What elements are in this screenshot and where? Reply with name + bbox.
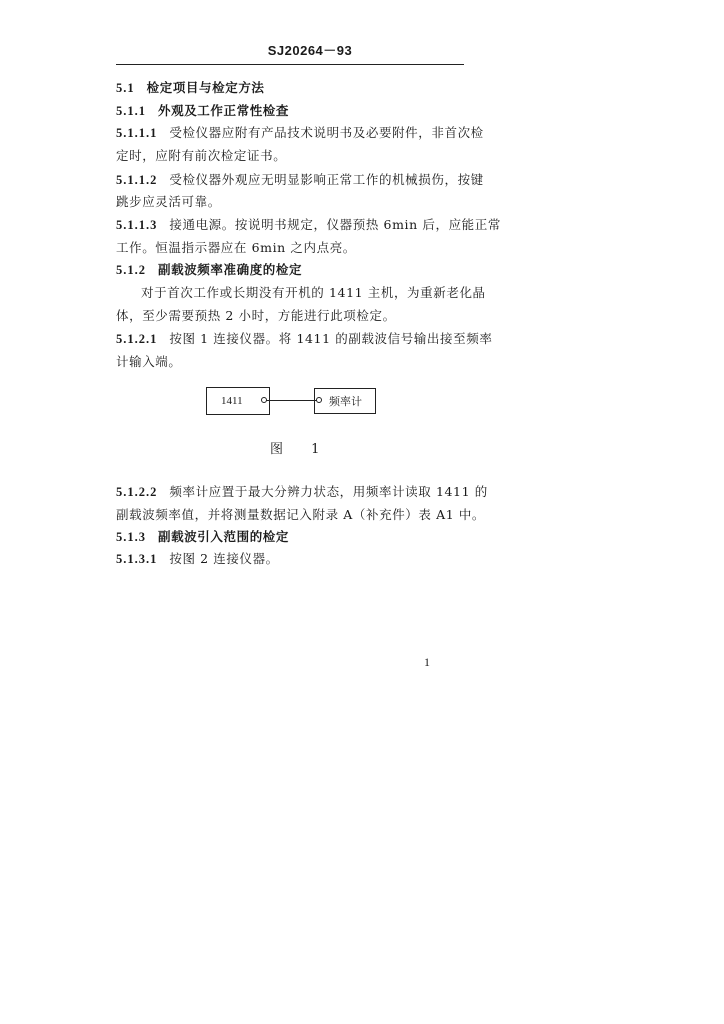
section-title: 外观及工作正常性检查 bbox=[158, 103, 290, 118]
section-5-1-1-1-line2: 定时，应附有前次检定证书。 bbox=[116, 148, 287, 163]
section-number: 5.1.1.1 bbox=[116, 126, 158, 140]
paragraph-text: 按图 1 连接仪器。将 1411 的副载波信号输出接至频率 bbox=[169, 331, 493, 346]
section-title: 副载波引入范围的检定 bbox=[158, 529, 290, 544]
paragraph-5-1-2-line2: 体，至少需要预热 2 小时，方能进行此项检定。 bbox=[116, 308, 396, 323]
header-rule bbox=[116, 64, 464, 65]
section-5-1-1-1-line1 bbox=[116, 125, 484, 141]
section-number: 5.1.1.3 bbox=[116, 218, 158, 232]
section-5-1-1-3-line2: 工作。恒温指示器应在 6min 之内点亮。 bbox=[116, 240, 356, 255]
frequency-counter-box bbox=[314, 388, 376, 414]
paragraph-5-1-2-line1: 对于首次工作或长期没有开机的 1411 主机，为重新老化晶 bbox=[141, 285, 486, 300]
section-5-1-2-1-line1 bbox=[116, 331, 493, 347]
section-5-1-2-1-line2: 计输入端。 bbox=[116, 354, 182, 369]
section-5-1-1-2-line2: 跳步应灵活可靠。 bbox=[116, 194, 221, 209]
section-5-1-3-1 bbox=[116, 551, 468, 567]
section-number: 5.1.2.1 bbox=[116, 332, 158, 346]
section-5-1-2 bbox=[116, 262, 468, 278]
section-number: 5.1.1 bbox=[116, 104, 146, 118]
section-5-1-1-2-line1 bbox=[116, 172, 484, 188]
paragraph-text: 接通电源。按说明书规定，仪器预热 6min 后，应能正常 bbox=[169, 217, 501, 232]
figure-caption: 图 1 bbox=[270, 442, 332, 457]
paragraph-text: 频率计应置于最大分辨力状态，用频率计读取 1411 的 bbox=[169, 484, 488, 499]
paragraph-text: 受检仪器外观应无明显影响正常工作的机械损伤，按键 bbox=[169, 172, 484, 187]
section-title: 副载波频率准确度的检定 bbox=[158, 262, 303, 277]
section-5-1 bbox=[116, 80, 468, 96]
section-number: 5.1.3.1 bbox=[116, 552, 158, 566]
section-number: 5.1 bbox=[116, 81, 135, 95]
section-number: 5.1.1.2 bbox=[116, 173, 158, 187]
section-number: 5.1.2 bbox=[116, 263, 146, 277]
section-5-1-1-3-line1 bbox=[116, 217, 501, 233]
section-title: 检定项目与检定方法 bbox=[146, 80, 265, 95]
figure-1-diagram bbox=[206, 387, 376, 419]
section-5-1-3 bbox=[116, 529, 468, 545]
connection-wire bbox=[266, 400, 320, 401]
section-5-1-2-2-line1 bbox=[116, 484, 488, 500]
paragraph-text: 受检仪器应附有产品技术说明书及必要附件，非首次检 bbox=[169, 125, 484, 140]
standard-code: SJ20264－93 bbox=[267, 43, 353, 58]
device-1411-label: 1411 bbox=[221, 395, 243, 407]
paragraph-text: 按图 2 连接仪器。 bbox=[169, 551, 279, 566]
page-number: 1 bbox=[424, 655, 430, 669]
section-number: 5.1.2.2 bbox=[116, 485, 158, 499]
frequency-counter-label: 频率计 bbox=[329, 395, 362, 408]
section-5-1-2-2-line2: 副载波频率值，并将测量数据记入附录 A（补充件）表 A1 中。 bbox=[116, 507, 486, 522]
section-number: 5.1.3 bbox=[116, 530, 146, 544]
section-5-1-1 bbox=[116, 103, 468, 119]
